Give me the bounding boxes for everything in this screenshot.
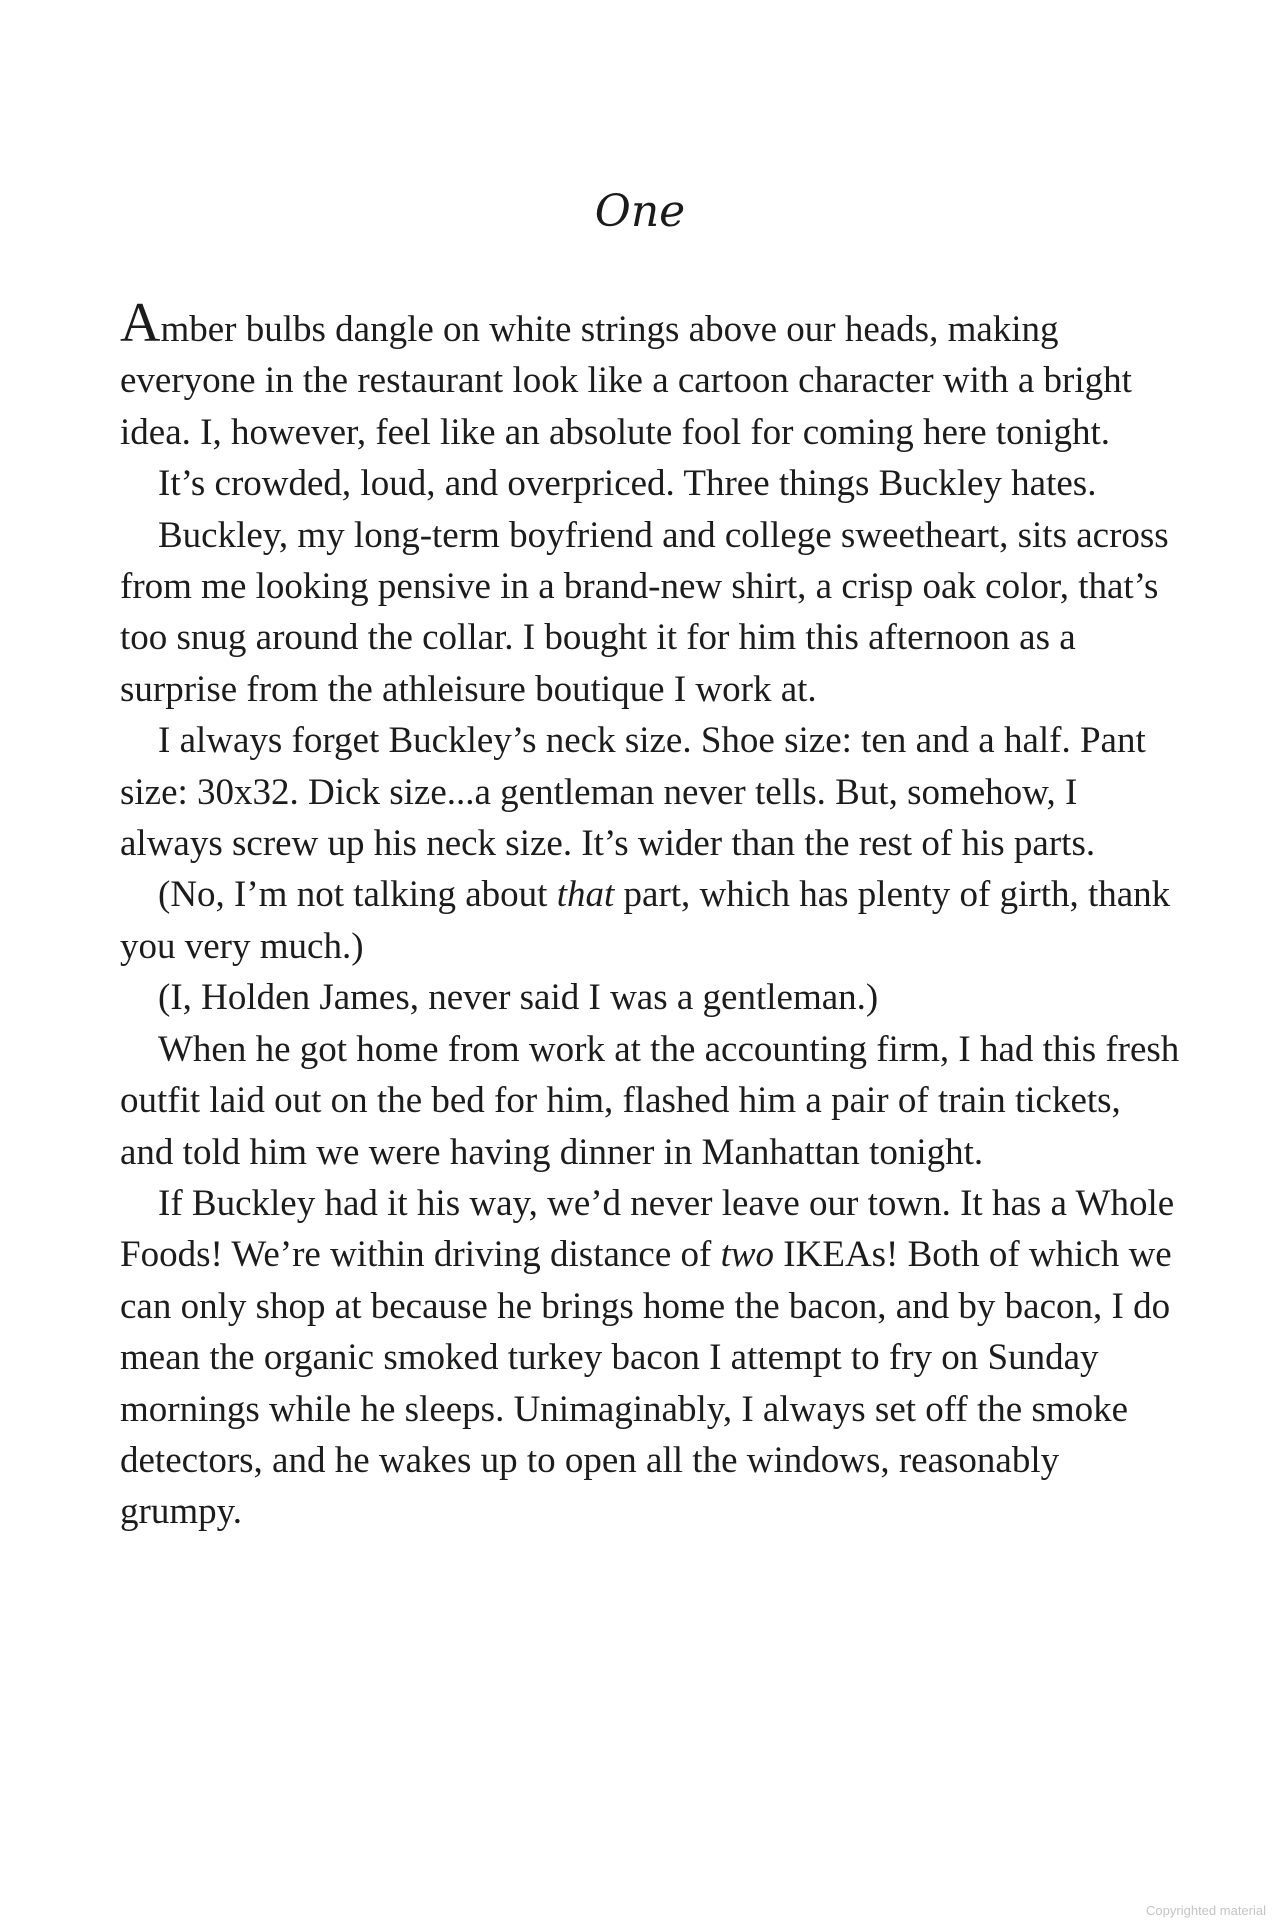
- paragraph-3: Buckley, my long-term boyfriend and college sweetheart, sits across from me looking pensive in a brand-new shirt, a crisp oak color, that’s too snug around the collar. I bought it for him this afternoon as a surprise from the athleisure boutique I work at.: [120, 514, 1169, 710]
- paragraph-8-after: IKEAs! Both of which we can only shop at because he brings home the bacon, and by bacon, I do mean the organic smoked turkey bacon I attempt to fry on Sunday mornings while he sleeps. Unimaginably, I always set off the smoke detectors, and he wakes up to open all the windows, reasonably grumpy.: [120, 1234, 1172, 1533]
- paragraph-5-before: (No, I’m not talking about: [158, 874, 557, 916]
- paragraph-5: [120, 869, 1180, 972]
- paragraph-8-before: If Buckley had it his way, we’d never leave our town. It has a Whole Foods! We’re within driving distance of: [120, 1182, 1175, 1276]
- paragraph-8: [120, 1178, 1180, 1538]
- copyright-watermark: Copyrighted material: [1146, 1903, 1266, 1918]
- chapter-body: [120, 292, 1180, 1538]
- paragraph-2: It’s crowded, loud, and overpriced. Three things Buckley hates.: [158, 463, 1097, 505]
- paragraph-5-after: part, which has plenty of girth, thank you very much.): [120, 874, 1171, 967]
- paragraph-1-text: mber bulbs dangle on white strings above our heads, making everyone in the restaurant look like a cartoon character with a bright idea. I, however, feel like an absolute fool for coming here tonight.: [120, 309, 1132, 453]
- paragraph-4: I always forget Buckley’s neck size. Shoe size: ten and a half. Pant size: 30x32. Dick size...a gentleman never tells. But, somehow, I always screw up his neck size. It’s wider than the rest of his parts.: [120, 720, 1146, 865]
- drop-initial: A: [120, 292, 161, 354]
- paragraph-7: When he got home from work at the accounting firm, I had this fresh outfit laid out on the bed for him, flashed him a pair of train tickets, and told him we were having dinner in Manhattan tonight.: [120, 1028, 1180, 1173]
- paragraph-1: [120, 292, 1180, 458]
- paragraph-8-emphasis: two: [720, 1234, 775, 1276]
- paragraph-6: (I, Holden James, never said I was a gentleman.): [158, 977, 879, 1019]
- chapter-title: One: [594, 186, 686, 237]
- paragraph-5-emphasis: that: [556, 874, 615, 916]
